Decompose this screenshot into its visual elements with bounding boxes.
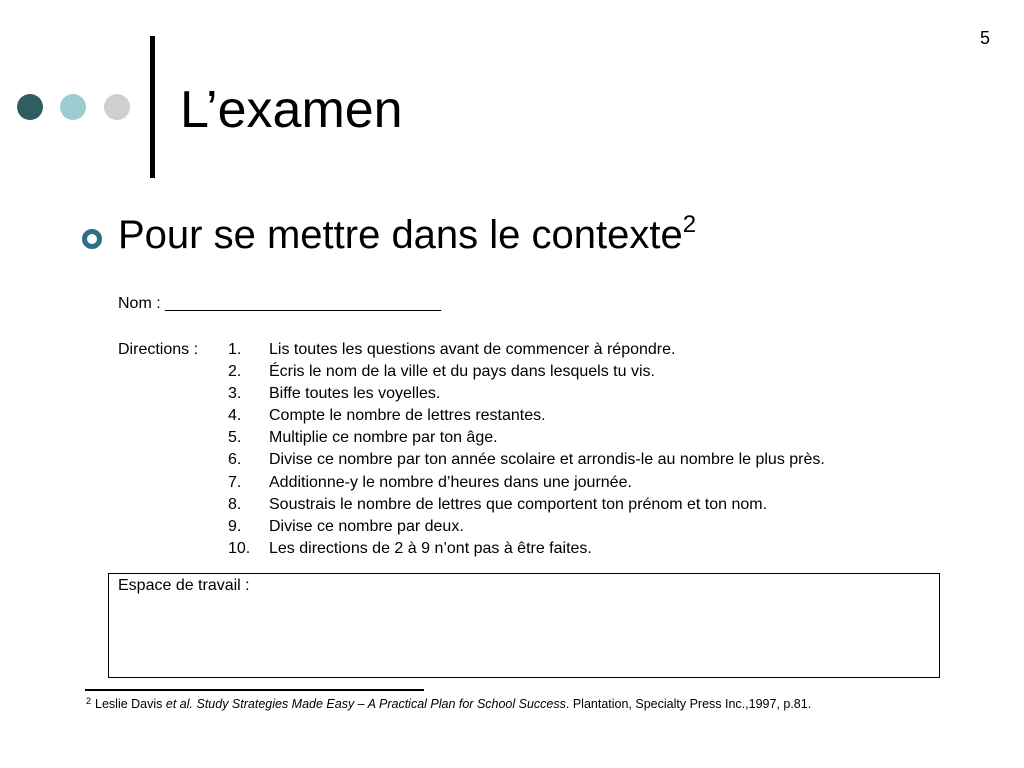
direction-text: Additionne-y le nombre d’heures dans une journée. — [269, 473, 632, 491]
bullet-ring-icon — [82, 229, 102, 249]
workspace-box — [108, 573, 940, 678]
title-divider — [150, 36, 155, 178]
direction-text: Lis toutes les questions avant de commencer à répondre. — [269, 341, 676, 358]
decorative-dot-gray — [104, 94, 130, 120]
footnote-rule — [85, 689, 424, 691]
page-number: 5 — [979, 28, 990, 48]
direction-text: Multiplie ce nombre par ton âge. — [269, 429, 498, 447]
slide-title: L’examen — [180, 81, 403, 139]
footnote-marker: 2 — [86, 696, 92, 706]
direction-number: 8. — [228, 495, 242, 513]
section-heading — [118, 210, 696, 260]
direction-text: Compte le nombre de lettres restantes. — [269, 407, 546, 425]
direction-number: 3. — [228, 385, 242, 403]
direction-text: Biffe toutes les voyelles. — [269, 385, 441, 403]
heading-footnote-ref: 2 — [682, 211, 697, 238]
name-line: Nom : _______________________________ — [118, 295, 441, 312]
workspace-label: Espace de travail : — [118, 577, 250, 594]
decorative-dot-light — [60, 94, 86, 120]
direction-text: Écris le nom de la ville et du pays dans lesquels tu vis. — [269, 363, 655, 381]
direction-number: 2. — [228, 363, 242, 381]
direction-text: Soustrais le nombre de lettres que comportent ton prénom et ton nom. — [269, 495, 768, 513]
footnote — [86, 696, 811, 712]
footnote-publication: . Plantation, Specialty Press Inc.,1997, p.81. — [565, 697, 812, 711]
directions-label: Directions : — [118, 341, 199, 358]
direction-number: 10. — [228, 539, 251, 557]
direction-number: 9. — [228, 517, 242, 535]
direction-text: Divise ce nombre par deux. — [269, 517, 464, 535]
footnote-author: Leslie Davis — [95, 697, 163, 711]
direction-text: Les directions de 2 à 9 n’ont pas à être faites. — [269, 539, 592, 557]
direction-number: 6. — [228, 451, 242, 469]
direction-text: Divise ce nombre par ton année scolaire et arrondis-le au nombre le plus près. — [269, 451, 825, 469]
direction-number: 1. — [228, 341, 242, 358]
direction-number: 4. — [228, 407, 242, 425]
footnote-book-title: Study Strategies Made Easy – A Practical Plan for School Success — [196, 697, 566, 711]
heading-text: Pour se mettre dans le contexte — [118, 213, 683, 257]
decorative-dot-dark — [17, 94, 43, 120]
footnote-etal: et al. — [165, 697, 193, 711]
direction-number: 7. — [228, 473, 242, 491]
direction-number: 5. — [228, 429, 242, 447]
